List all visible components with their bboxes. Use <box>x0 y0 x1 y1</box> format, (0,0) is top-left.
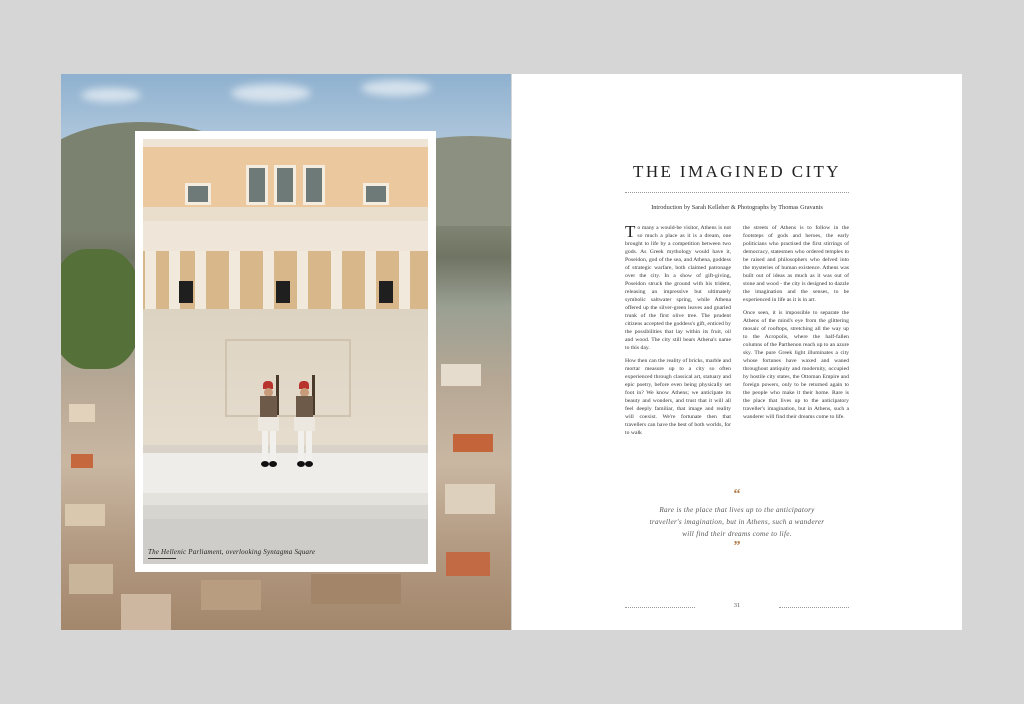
body-paragraph: How then can the reality of bricks, marble and mortar measure up to a city so often experienced through classical art, statuary and epic poetry, before even being physically set foot in? We know Athens; we anticipate its beauty and wonders, and trust that it will all feel deeply familiar, that image and reality will coexist. We're fortunate then that travellers can have the best of both worlds, for to walk <box>625 358 731 436</box>
article-byline: Introduction by Sarah Kelleher & Photographs by Thomas Gravanis <box>651 204 823 211</box>
rooftop <box>453 434 493 452</box>
text-column-right <box>743 224 849 426</box>
caption-rule <box>148 558 176 559</box>
page-number: 31 <box>733 602 741 609</box>
window <box>303 165 325 205</box>
text-column-left <box>625 224 731 442</box>
trees <box>61 249 141 369</box>
footer-rule-left <box>625 607 695 608</box>
entablature <box>143 221 428 251</box>
left-page-photo <box>61 74 511 630</box>
column <box>365 251 376 309</box>
column <box>229 251 240 309</box>
right-page-text <box>512 74 962 630</box>
rooftop <box>65 504 105 526</box>
window <box>363 183 389 205</box>
title-divider <box>625 192 849 193</box>
pull-quote-text: Rare is the place that lives up to the anticipatory traveller's imagination, but in Athens, such a wanderer will find their dreams come to life. <box>649 506 825 538</box>
column <box>195 251 206 309</box>
square-pavement <box>143 519 428 564</box>
body-paragraph: the streets of Athens is to follow in the footsteps of gods and heroes, the early politicians who practised the first stirrings of democracy, statesmen who ordered temples to be raised and philosophers who delved into the mysteries of human existence. Athens was built out of ideas as much as it was out of stone and wood - the city is designed to dazzle the imagination and the senses, to be experienced in life as it is in art. <box>743 225 849 303</box>
steps <box>143 505 428 519</box>
rooftop <box>71 454 93 468</box>
rooftop <box>69 564 113 594</box>
doorway <box>276 281 290 303</box>
column <box>145 251 156 309</box>
rooftop <box>311 574 401 604</box>
body-paragraph: Once seen, it is impossible to separate the Athens of the mind's eye from the glittering mosaic of rooftops, stretching all the way up to the Acropolis, where the half-fallen columns of the Parthenon reach up to an azure sky. The pure Greek light illuminates a city whose fortunes have waxed and waned throughout antiquity and modernity, occupied by hostile city states, the Ottoman Empire and foreign powers, only to be returned again to the people who make it their home. Rare is the place that lives up to the anticipatory traveller's imagination, but in Athens, such a wanderer will find their dreams come to life. <box>743 310 849 420</box>
cornice <box>143 207 428 221</box>
forecourt <box>143 453 428 493</box>
column <box>399 251 410 309</box>
close-quote-icon: ” <box>733 539 741 554</box>
column <box>263 251 274 309</box>
article-title: THE IMAGINED CITY <box>633 162 841 181</box>
footer-rule-right <box>779 607 849 608</box>
rooftop <box>446 552 490 576</box>
cloud <box>81 88 141 102</box>
drop-cap: T <box>625 222 636 241</box>
cornice <box>143 139 428 147</box>
column <box>331 251 342 309</box>
column <box>297 251 308 309</box>
window <box>274 165 296 205</box>
rooftop <box>441 364 481 386</box>
magazine-spread <box>61 74 962 630</box>
body-paragraph: To many a would-be visitor, Athens is not so much a place as it is a dream, one brought to life by a competition between two gods. As Greek mythology would have it, Poseidon, god of the sea, and Athena, goddess of strategic warfare, both claimed patronage over the city. In a show of gift-giving, Poseidon struck the ground with his trident, releasing an impressive but ultimately symbolic saltwater spring, while Athena offered up the silver-green leaves and gnarled trunk of the first olive tree. The prudent citizens accepted the goddess's gift, enticed by the possibilities that lay within its fruit, oil and wood. The city still bears Athena's name to this day. <box>625 222 731 351</box>
doorway <box>179 281 193 303</box>
rooftop <box>445 484 495 514</box>
evzone-guard <box>293 381 317 471</box>
open-quote-icon: “ <box>733 487 741 502</box>
cloud <box>361 80 431 96</box>
photo-caption: The Hellenic Parliament, overlooking Syntagma Square <box>148 548 316 556</box>
window <box>185 183 211 205</box>
steps <box>143 493 428 505</box>
evzone-guard <box>257 381 281 471</box>
tomb-relief <box>225 339 351 417</box>
rooftop <box>69 404 95 422</box>
inset-photo-frame <box>135 131 436 572</box>
parliament-photo <box>143 139 428 564</box>
doorway <box>379 281 393 303</box>
rooftop <box>201 580 261 610</box>
window <box>246 165 268 205</box>
steps <box>143 445 428 453</box>
rooftop <box>121 594 171 630</box>
cloud <box>231 84 311 102</box>
pull-quote <box>633 487 841 554</box>
